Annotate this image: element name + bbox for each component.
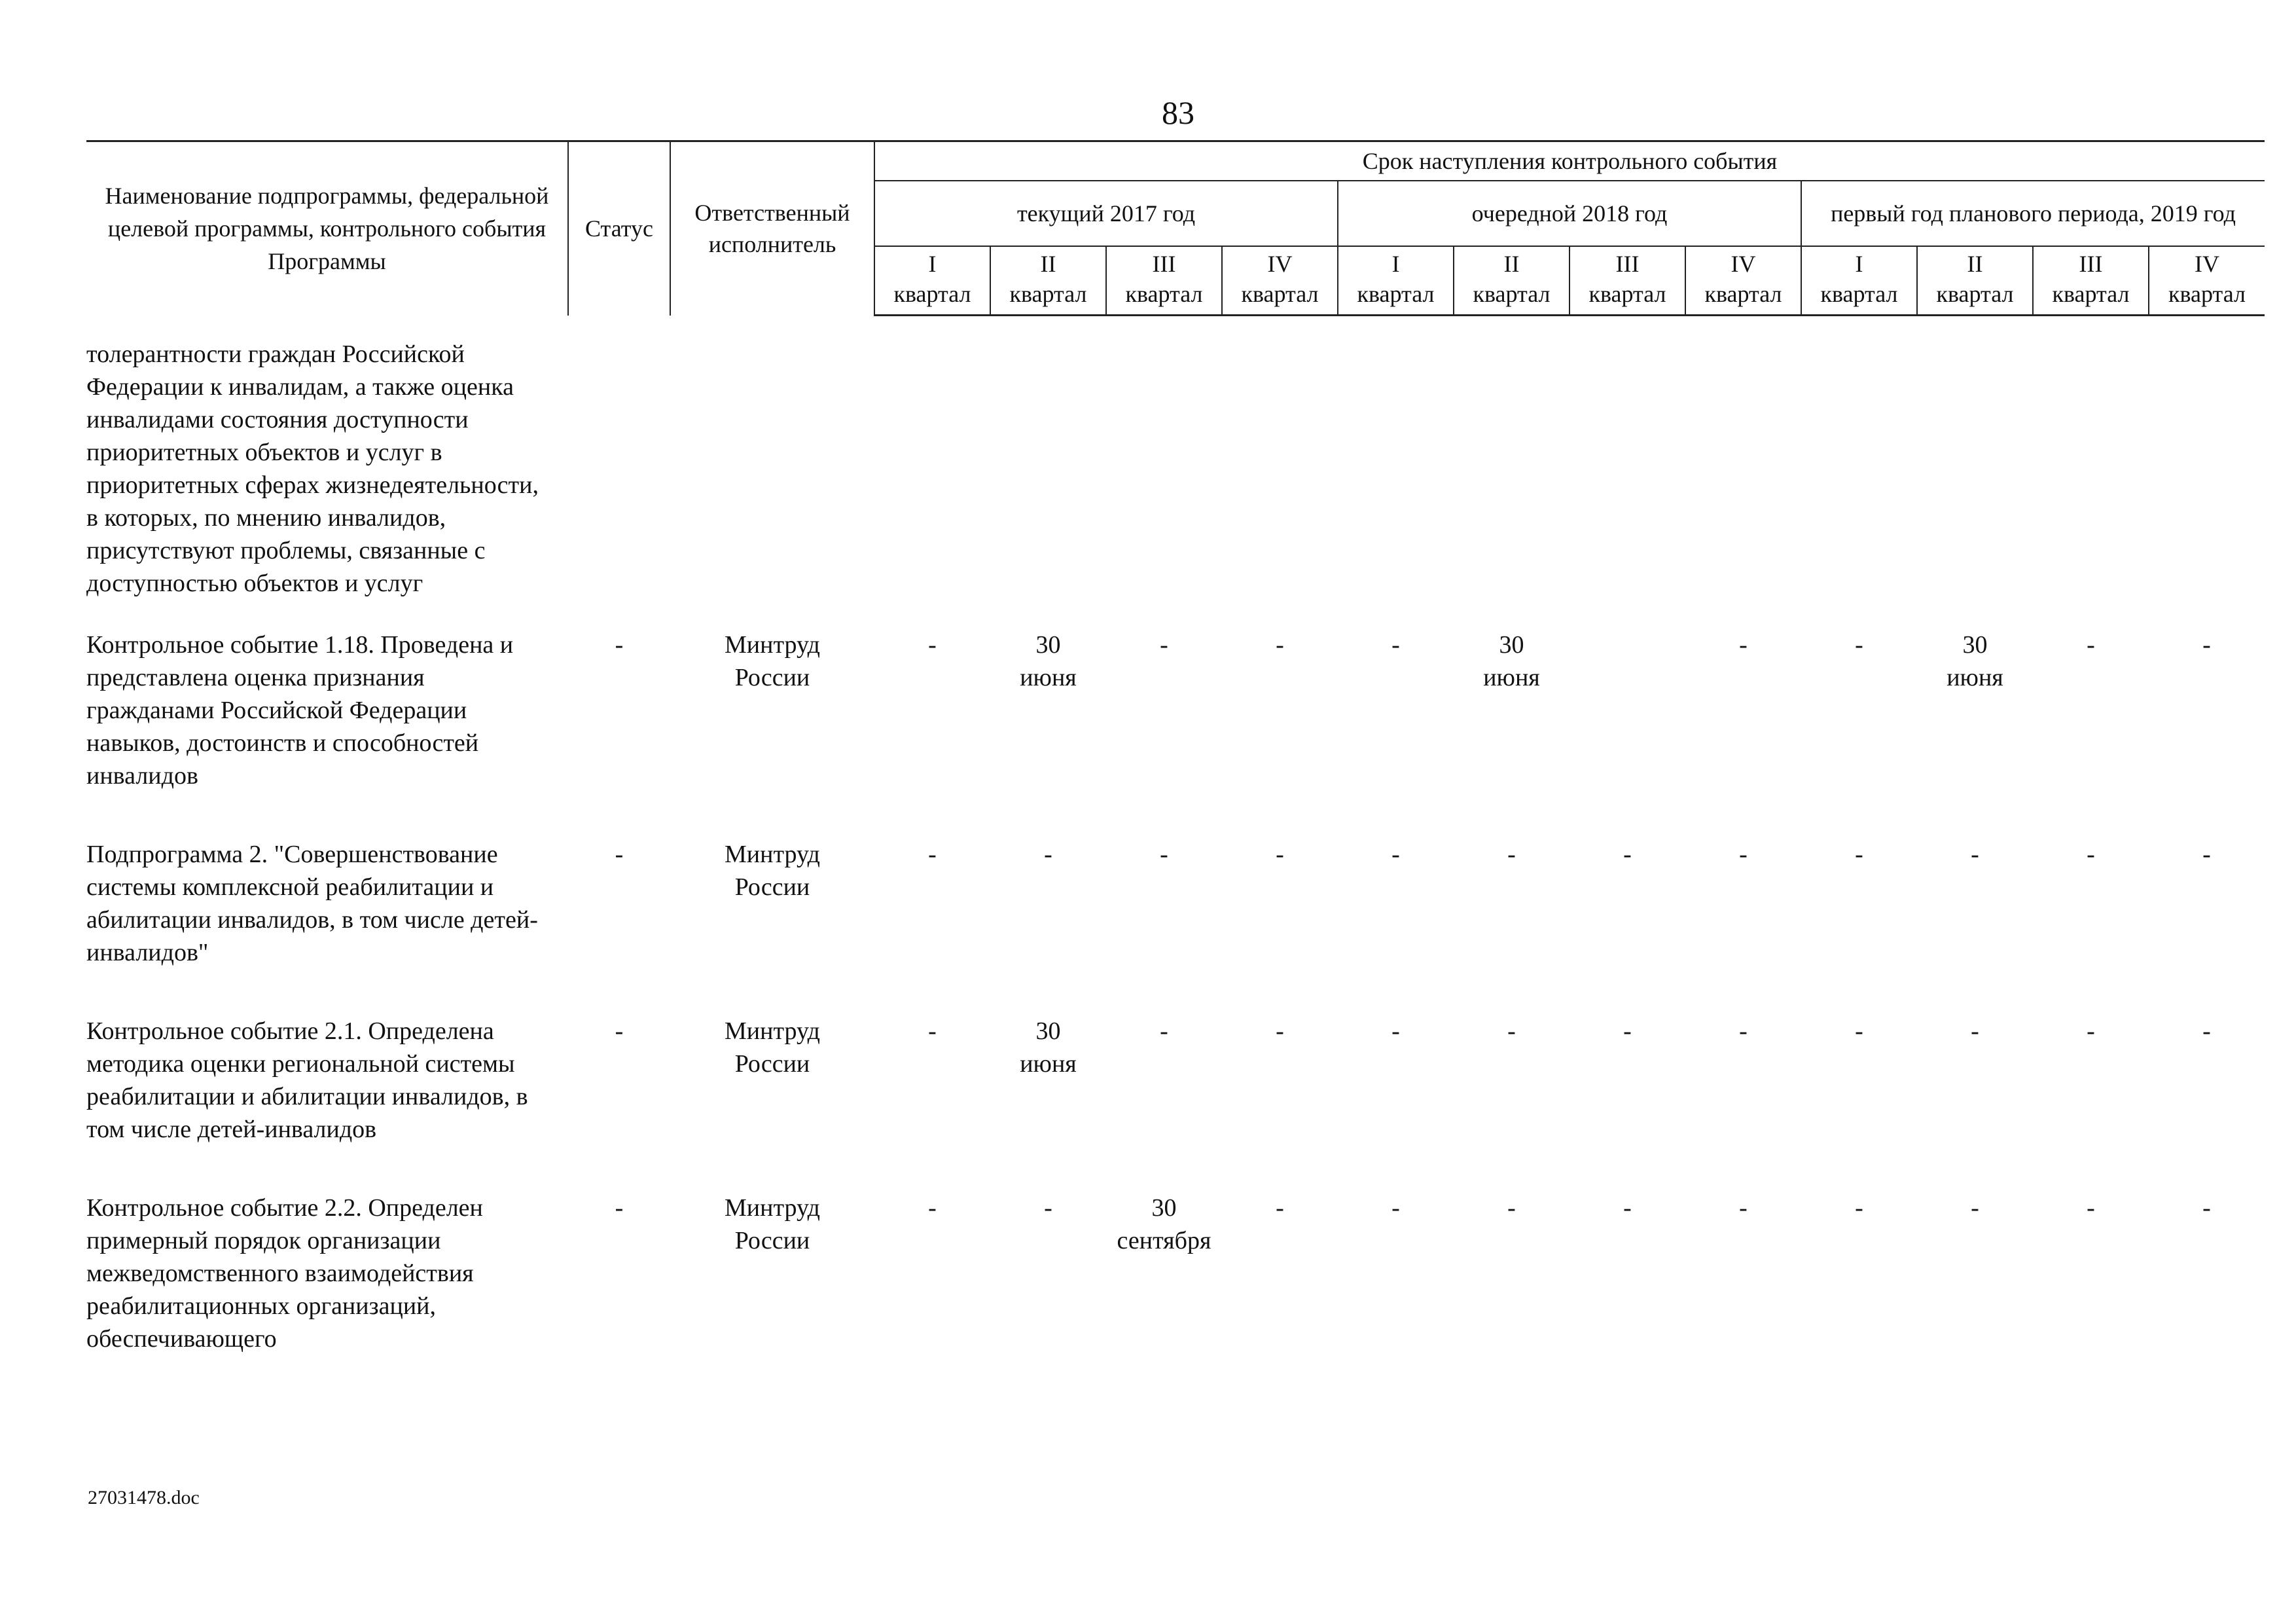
row-status: - [615, 630, 624, 659]
row-name: Контрольное событие 2.1. Определена методика оценки региональной системы реабилитации и абилитации инвалидов, в том числе детей-инвалидов [86, 1017, 528, 1143]
quarter-value: - [2087, 630, 2095, 659]
row-quarter-cell: - [1507, 1194, 1516, 1222]
row-status [568, 316, 670, 629]
quarter-value: - [1739, 630, 1748, 659]
header-year-2017: текущий 2017 год [874, 181, 1338, 246]
row-quarter-cell [874, 316, 990, 629]
row-quarter-cell: - [1160, 1017, 1168, 1045]
quarter-value: - [928, 630, 937, 659]
row-quarter-cell: - [1855, 1194, 1863, 1222]
row-name: Подпрограмма 2. "Совершенствование системы комплексной реабилитации и абилитации инвалидов, в том числе детей-инвалидов" [86, 840, 538, 966]
row-quarter-cell: - [2087, 840, 2095, 868]
row-quarter-cell: - [1276, 1194, 1284, 1222]
row-quarter-cell: - [928, 840, 937, 868]
row-quarter-cell [990, 1015, 1106, 1192]
table-row [86, 316, 2265, 629]
row-quarter-cell [1454, 629, 1570, 838]
row-name: толерантности граждан Российской Федерации к инвалидам, а также оценка инвалидами состояния доступности приоритетных объектов и услуг в приоритетных сферах жизнедеятельности, в которых, по мнению инвалидов, присутствуют проблемы, связанные с доступностью объектов и услуг [86, 340, 539, 597]
row-name: Контрольное событие 2.2. Определен примерный порядок организации межведомственного взаимодействия реабилитационных организаций, обеспечивающего [86, 1194, 483, 1353]
row-quarter-cell: - [1971, 1194, 1979, 1222]
header-quarter: III квартал [1106, 246, 1222, 316]
row-quarter-cell [1338, 316, 1454, 629]
page-number: 83 [1162, 94, 1194, 131]
row-quarter-cell [1801, 316, 1917, 629]
row-executor [670, 1015, 874, 1192]
row-quarter-cell: - [1623, 1194, 1632, 1222]
quarter-value: - [1391, 630, 1400, 659]
row-quarter-cell [2033, 316, 2149, 629]
header-quarter: I квартал [1801, 246, 1917, 316]
quarter-value: - [1160, 630, 1168, 659]
row-quarter-cell: - [928, 1194, 937, 1222]
row-quarter-cell: - [1971, 1017, 1979, 1045]
quarter-value: - [1855, 630, 1863, 659]
row-quarter-cell [1685, 316, 1801, 629]
header-quarter: IV квартал [1685, 246, 1801, 316]
quarter-value: 30 сентября [1117, 1194, 1211, 1254]
row-quarter-cell [1685, 629, 1801, 838]
table-row [86, 1015, 2265, 1192]
row-quarter-cell [1801, 629, 1917, 838]
row-quarter-cell [1106, 629, 1222, 838]
table-header [86, 141, 2265, 316]
row-quarter-cell: - [1391, 840, 1400, 868]
quarter-value: 30 июня [1946, 630, 2003, 691]
row-executor [670, 838, 874, 1015]
row-quarter-cell [1222, 316, 1338, 629]
header-deadline-group: Срок наступления контрольного события [874, 141, 2265, 181]
row-quarter-cell [1454, 316, 1570, 629]
header-year-2019: первый год планового периода, 2019 год [1801, 181, 2265, 246]
quarter-value: 30 июня [1020, 630, 1077, 691]
control-events-table [86, 140, 2265, 1355]
header-quarter: IV квартал [2149, 246, 2265, 316]
quarter-value: 30 июня [1483, 630, 1540, 691]
row-quarter-cell: - [2087, 1194, 2095, 1222]
header-status: Статус [568, 141, 670, 316]
row-quarter-cell: - [1623, 840, 1632, 868]
header-quarter: I квартал [1338, 246, 1454, 316]
row-quarter-cell: - [2087, 1017, 2095, 1045]
header-quarter: III квартал [1570, 246, 1685, 316]
row-quarter-cell: - [2202, 840, 2211, 868]
quarter-value: 30 июня [1020, 1017, 1077, 1078]
executor-text: Минтруд России [725, 630, 820, 691]
row-quarter-cell: - [1044, 840, 1052, 868]
row-quarter-cell: - [1276, 1017, 1284, 1045]
executor-text: Минтруд России [725, 1017, 820, 1078]
row-quarter-cell: - [1276, 840, 1284, 868]
row-quarter-cell: - [1623, 1017, 1632, 1045]
row-quarter-cell [1917, 629, 2033, 838]
header-quarter: III квартал [2033, 246, 2149, 316]
row-quarter-cell: - [1739, 1194, 1748, 1222]
executor-text: Минтруд России [725, 840, 820, 901]
header-quarter: II квартал [1917, 246, 2033, 316]
header-quarter: IV квартал [1222, 246, 1338, 316]
table-row [86, 629, 2265, 838]
row-quarter-cell [1570, 316, 1685, 629]
header-name: Наименование подпрограммы, федеральной целевой программы, контрольного события Программы [86, 141, 568, 316]
row-quarter-cell: - [1160, 840, 1168, 868]
row-quarter-cell [990, 629, 1106, 838]
row-quarter-cell: - [1507, 1017, 1516, 1045]
row-status: - [615, 1017, 624, 1045]
row-quarter-cell [1338, 629, 1454, 838]
row-quarter-cell: - [2202, 1194, 2211, 1222]
row-quarter-cell: - [1855, 840, 1863, 868]
row-executor [670, 1192, 874, 1355]
row-quarter-cell [2149, 629, 2265, 838]
row-quarter-cell: - [1739, 840, 1748, 868]
row-quarter-cell [1106, 1192, 1222, 1355]
row-quarter-cell: - [1507, 840, 1516, 868]
quarter-value: - [1276, 630, 1284, 659]
header-executor: Ответственный исполнитель [670, 141, 874, 316]
row-quarter-cell: - [1391, 1194, 1400, 1222]
header-quarter: II квартал [1454, 246, 1570, 316]
row-quarter-cell [1222, 629, 1338, 838]
header-year-2018: очередной 2018 год [1338, 181, 1801, 246]
row-quarter-cell: - [1739, 1017, 1748, 1045]
row-quarter-cell [1917, 316, 2033, 629]
row-quarter-cell [990, 316, 1106, 629]
row-quarter-cell: - [1971, 840, 1979, 868]
row-quarter-cell: - [1044, 1194, 1052, 1222]
row-status: - [615, 1194, 624, 1222]
control-events-table-wrap [86, 140, 2265, 1355]
header-quarter: II квартал [990, 246, 1106, 316]
table-row [86, 838, 2265, 1015]
row-name: Контрольное событие 1.18. Проведена и представлена оценка признания гражданами Российской Федерации навыков, достоинств и способностей инвалидов [86, 630, 514, 790]
row-quarter-cell [1570, 629, 1685, 838]
executor-text: Минтруд России [725, 1194, 820, 1254]
row-quarter-cell: - [2202, 1017, 2211, 1045]
document-filename: 27031478.doc [88, 1487, 200, 1508]
header-quarter: I квартал [874, 246, 990, 316]
row-quarter-cell [2033, 629, 2149, 838]
row-executor [670, 629, 874, 838]
row-quarter-cell [1106, 316, 1222, 629]
row-quarter-cell: - [928, 1017, 937, 1045]
row-status: - [615, 840, 624, 868]
row-quarter-cell: - [1855, 1017, 1863, 1045]
row-quarter-cell: - [1391, 1017, 1400, 1045]
table-row [86, 1192, 2265, 1355]
row-executor [670, 316, 874, 629]
row-quarter-cell [2149, 316, 2265, 629]
row-quarter-cell [874, 629, 990, 838]
table-body [86, 316, 2265, 1355]
quarter-value: - [2202, 630, 2211, 659]
